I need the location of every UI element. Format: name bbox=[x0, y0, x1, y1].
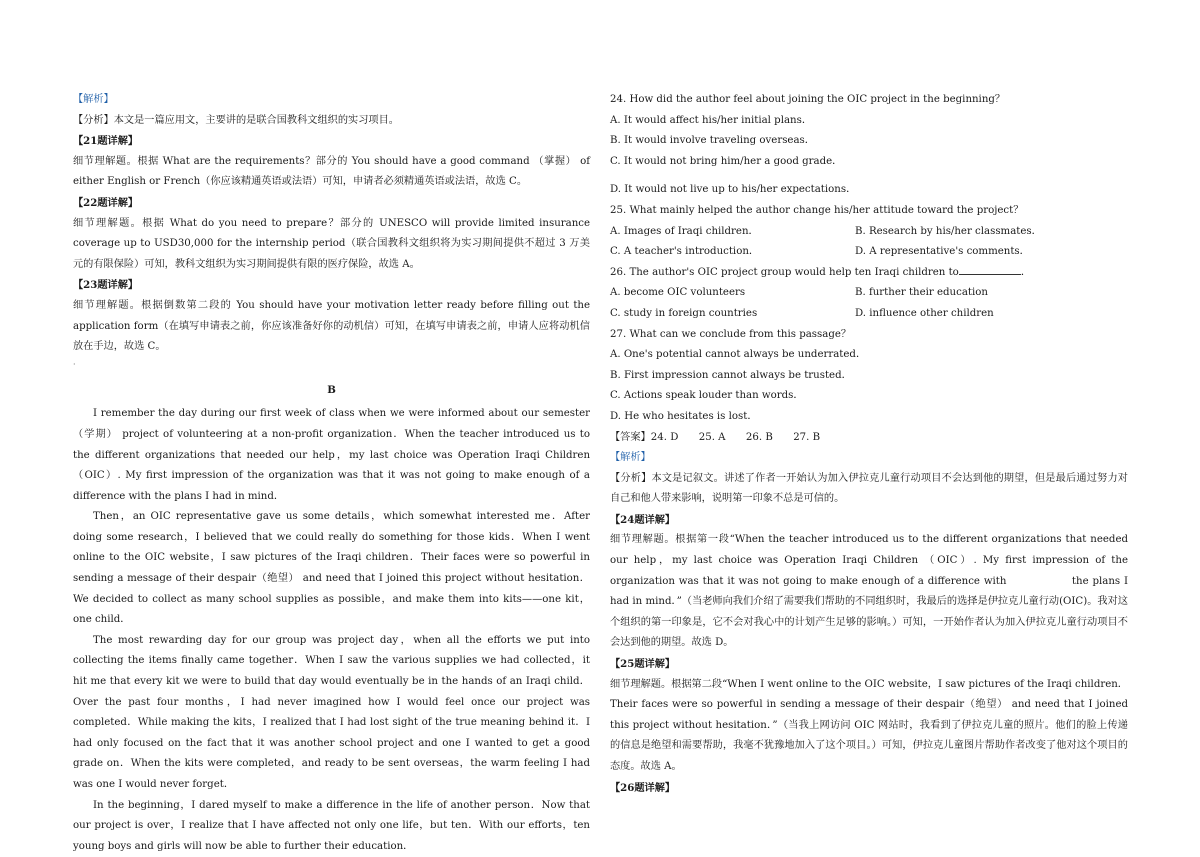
q24-options bbox=[610, 111, 1128, 201]
passage-paragraph-3: The most rewarding day for our group was project day，when all the efforts we put into collecting the items finally came together．When I saw the various supplies we had collected，it hit me that every kit we were to build that day would eventually be in the hands of an Iraqi child．Over the past four months，I had never imagined how I would feel once our project was completed．While making the kits，I realized that I had lost sight of the true meaning behind it．I had only focused on the fact that it was another school project and one I wanted to get a good grade on．When the kits were completed，and ready to be sent overseas，the warm feeling I had was one I would never forget． bbox=[73, 634, 590, 790]
q27-options bbox=[610, 345, 1128, 427]
small-mark: · bbox=[73, 359, 76, 369]
answer-line bbox=[610, 428, 1128, 449]
q24-explanation: 细节理解题。根据第一段“When the teacher introduced us to the different organizations that needed our help，my last choice was Operation Iraqi Children （OIC）. My first impression of the organization was that it was not going to make enough of a difference with the plans I had in mind．”（当老师向我们介绍了需要我们帮助的不同组织时，我最后的选择是伊拉克儿童行动(OIC)。我对这个组织的第一印象是，它不会对我心中的计划产生足够的影响。）可知，一开始作者认为加入伊拉克儿童行动项目不会达到他的期望。故选 D。 bbox=[610, 534, 1128, 649]
passage-paragraph-1: I remember the day during our first week of class when we were informed about our semester（学期） project of volunteering at a non-profit organization．When the teacher introduced us to the different organizations that needed our help，my last choice was Operation Iraqi Children（OIC）. My first impression of the organization was that it was not going to make enough of a difference with the plans I had in mind． bbox=[73, 408, 590, 502]
left-column bbox=[73, 90, 590, 857]
analysis-summary: 【分析】本文是记叙文。讲述了作者一开始认为加入伊拉克儿童行动项目不会达到他的期望，但是最后通过努力对自己和他人带来影响，说明第一印象不总是可信的。 bbox=[610, 472, 1128, 505]
question-25: 25. What mainly helped the author change his/her attitude toward the project？ bbox=[610, 204, 1024, 216]
q24-heading: 【24题详解】 bbox=[610, 513, 676, 526]
option-d: D. He who hesitates is lost． bbox=[610, 410, 758, 422]
question-24: 24. How did the author feel about joining the OIC project in the beginning？ bbox=[610, 94, 1006, 105]
q26-heading: 【26题详解】 bbox=[610, 781, 676, 794]
analysis-tag: 【解析】 bbox=[610, 452, 651, 464]
option-b: B. It would involve traveling overseas． bbox=[610, 135, 815, 147]
q26-options bbox=[610, 283, 1128, 324]
option-d: D. A representative's comments． bbox=[855, 246, 1030, 258]
q21-heading: 【21题详解】 bbox=[73, 135, 139, 148]
question-27: 27. What can we conclude from this passage？ bbox=[610, 328, 852, 340]
option-c: C. Actions speak louder than words． bbox=[610, 390, 804, 402]
option-c: C. study in foreign countries bbox=[610, 307, 758, 319]
option-a: A. become OIC volunteers bbox=[610, 287, 746, 299]
right-column bbox=[610, 90, 1128, 798]
option-b: B. Research by his/her classmates． bbox=[855, 225, 1042, 237]
passage-paragraph-2: Then，an OIC representative gave us some details，which somewhat interested me．After doing some research，I believed that we could really do something for those kids．When I went online to the OIC website，I saw pictures of the Iraqi children．Their faces were so powerful in sending a message of their despair（绝望） and need that I joined this project without hesitation．We decided to collect as many school supplies as possible，and make them into kits——one kit，one child． bbox=[73, 511, 590, 626]
option-c: C. It would not bring him/her a good grade． bbox=[610, 155, 843, 167]
answer-blank bbox=[959, 264, 1021, 275]
option-d: D. It would not live up to his/her expectations． bbox=[610, 184, 857, 196]
answer-values: 24. D 25. A 26. B 27. B bbox=[650, 431, 821, 443]
option-c: C. A teacher's introduction． bbox=[610, 246, 760, 258]
question-26-text: 26. The author's OIC project group would help ten Iraqi children to bbox=[610, 266, 959, 278]
q23-explanation: 细节理解题。根据倒数第二段的 You should have your motivation letter ready before filling out the application form（在填写申请表之前，你应该准备好你的动机信）可知，在填写申请表之前，申请人应将动机信放在手边，故选 C。 bbox=[73, 299, 590, 353]
analysis-tag: 【解析】 bbox=[73, 94, 114, 105]
q22-explanation: 细节理解题。根据 What do you need to prepare？部分的 UNESCO will provide limited insurance coverage up to USD30,000 for the internship period（联合国教科文组织将为实习期间提供不超过 3 万美元的有限保险）可知，教科文组织为实习期间提供有限的医疗保险，故选 A。 bbox=[73, 217, 590, 270]
option-a: A. Images of Iraqi children． bbox=[610, 225, 759, 237]
q25-options bbox=[610, 222, 1128, 263]
option-b: B. further their education bbox=[855, 287, 988, 299]
answer-tag: 【答案】 bbox=[610, 431, 651, 443]
question-26-end: ． bbox=[1020, 266, 1031, 278]
option-a: A. One's potential cannot always be underrated． bbox=[610, 349, 867, 361]
q23-heading: 【23题详解】 bbox=[73, 279, 139, 292]
analysis-summary: 【分析】本文是一篇应用文，主要讲的是联合国教科文组织的实习项目。 bbox=[73, 114, 399, 126]
q22-heading: 【22题详解】 bbox=[73, 196, 139, 209]
option-d: D. influence other children bbox=[855, 307, 994, 319]
option-a: A. It would affect his/her initial plans． bbox=[610, 114, 813, 126]
q25-explanation: 细节理解题。根据第二段“When I went online to the OIC website，I saw pictures of the Iraqi children．Their faces were so powerful in sending a message of their despair（绝望） and need that I joined this project without hesitation．”（当我上网访问 OIC 网站时，我看到了伊拉克儿童的照片。他们的脸上传递的信息是绝望和需要帮助，我毫不犹豫地加入了这个项目。）可知，伊拉克儿童图片帮助作者改变了他对这个项目的态度。故选 A。 bbox=[610, 678, 1128, 772]
section-letter: B bbox=[327, 383, 336, 396]
question-26 bbox=[610, 263, 1128, 284]
q25-heading: 【25题详解】 bbox=[610, 658, 676, 671]
option-b: B. First impression cannot always be trusted． bbox=[610, 369, 852, 381]
passage-paragraph-4: In the beginning，I dared myself to make a difference in the life of another person．Now that our project is over，I realize that I have affected not only one life，but ten．With our efforts，ten young boys and girls will now be able to further their education． bbox=[73, 799, 590, 852]
q21-explanation: 细节理解题。根据 What are the requirements？部分的 You should have a good command （掌握） of either English or French（你应该精通英语或法语）可知，申请者必须精通英语或法语，故选 C。 bbox=[73, 155, 590, 188]
